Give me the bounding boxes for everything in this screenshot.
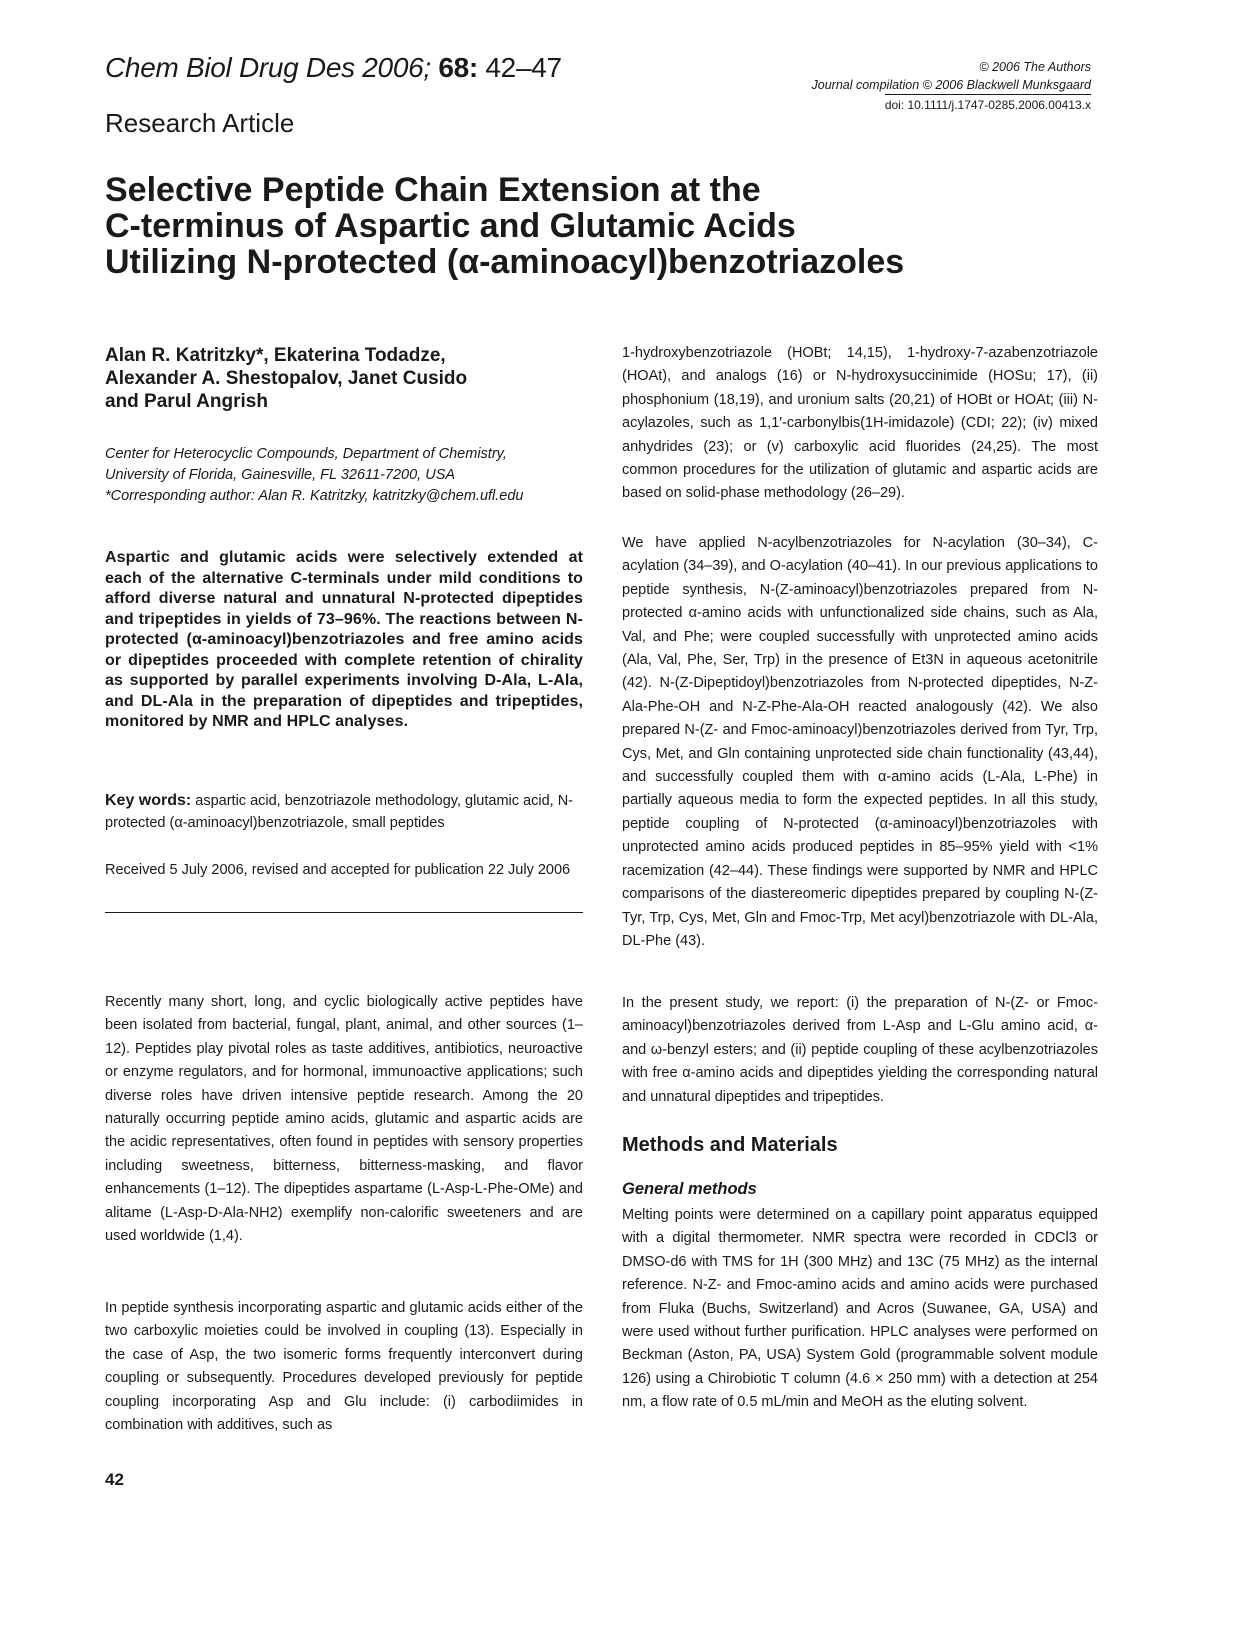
authors-line-2: Alexander A. Shestopalov, Janet Cusido xyxy=(105,368,468,389)
page-number: 42 xyxy=(105,1470,124,1489)
methods-paragraph: Melting points were determined on a capillary point apparatus equipped with a digital thermometer. NMR spectra were recorded in CDCl3 or DMSO-d6 with TMS for 1H (300 MHz) and 13C (75 MHz) as the internal reference. N-Z- and Fmoc-amino acids and amino acids were purchased from Fluka (Buchs, Switzerland) and Acros (Suwanee, GA, USA) and were used without further purification. HPLC analyses were performed on Beckman (Aston, PA, USA) System Gold (programmable solvent module 126) using a Chirobiotic T column (4.6 × 250 mm) with a detection at 254 nm, a flow rate of 0.5 mL/min and MeOH as the eluting solvent. xyxy=(622,1207,1098,1411)
copyright-authors: © 2006 The Authors xyxy=(979,60,1091,74)
abstract: Aspartic and glutamic acids were selectively extended at each of the alternative C-terminals under mild conditions to afford diverse natural and unnatural N-protected dipeptides and tripeptides in yields of 73–96%. The reactions between N-protected (α-aminoacyl)benzotriazoles and free amino acids or dipeptides proceeded with complete retention of chirality as supported by parallel experiments involving D-Ala, L-Ala, and DL-Ala in the preparation of dipeptides and tripeptides, monitored by NMR and HPLC analyses. xyxy=(105,549,583,730)
journal-citation xyxy=(105,52,562,84)
journal-pages: 42–47 xyxy=(485,52,562,83)
intro-paragraph-1: Recently many short, long, and cyclic biologically active peptides have been isolated from bacterial, fungal, plant, animal, and other sources (1–12). Peptides play pivotal roles as taste additives, antibiotics, neuroactive or enzyme regulators, and for hormonal, immunoactive applications; such diverse roles have driven intensive peptide research. Among the 20 naturally occurring peptide amino acids, glutamic and aspartic acids are the acidic representatives, often found in peptides with sensory properties including sweetness, bitterness, bitterness-masking, and flavor enhancements (1–12). The dipeptides aspartame (L-Asp-L-Phe-OMe) and alitame (L-Asp-D-Ala-NH2) exemplify non-calorific sweeteners and are used worldwide (1,4). xyxy=(105,994,583,1245)
journal-volume: 68: xyxy=(438,52,478,83)
title-line-1: Selective Peptide Chain Extension at the xyxy=(105,171,761,209)
doi: doi: 10.1111/j.1747-0285.2006.00413.x xyxy=(885,94,1091,114)
corresponding-author: *Corresponding author: Alan R. Katritzky, katritzky@chem.ufl.edu xyxy=(105,488,524,504)
intro-paragraph-3: 1-hydroxybenzotriazole (HOBt; 14,15), 1-hydroxy-7-azabenzotriazole (HOAt), and analogs (16) or N-hydroxysuccinimide (HOSu; 17), (ii) phosphonium (18,19), and uronium salts (20,21) of HOBt or HOAt; (iii) N-acylazoles, such as 1,1′-carbonylbis(1H-imidazole) (CDI; 22); (iv) mixed anhydrides (23); or (v) carboxylic acid fluorides (24,25). The most common procedures for the utilization of glutamic and aspartic acids are based on solid-phase methodology (26–29). xyxy=(622,345,1098,502)
keywords xyxy=(105,790,583,834)
article-title xyxy=(105,172,1115,280)
copyright-journal: Journal compilation © 2006 Blackwell Munksgaard xyxy=(811,78,1091,92)
received-dates: Received 5 July 2006, revised and accepted for publication 22 July 2006 xyxy=(105,862,571,878)
intro-paragraph-5: In the present study, we report: (i) the preparation of N-(Z- or Fmoc-aminoacyl)benzotriazoles derived from L-Asp and L-Glu amino acid, α- and ω-benzyl esters; and (ii) peptide coupling of these acylbenzotriazoles with free α-amino acids and dipeptides yielding the corresponding natural and unnatural dipeptides and tripeptides. xyxy=(622,995,1098,1105)
title-line-3: Utilizing N-protected (α-aminoacyl)benzotriazoles xyxy=(105,243,905,281)
intro-paragraph-2: In peptide synthesis incorporating aspartic and glutamic acids either of the two carboxylic moieties could be involved in coupling (13). Especially in the case of Asp, the two isomeric forms frequently interconvert during coupling or subsequently. Procedures developed previously for peptide coupling incorporating Asp and Glu include: (i) carbodiimides in combination with additives, such as xyxy=(105,1300,583,1434)
journal-name: Chem Biol Drug Des 2006; xyxy=(105,52,431,83)
affiliation-line-1: Center for Heterocyclic Compounds, Department of Chemistry, xyxy=(105,446,507,462)
affiliation-line-2: University of Florida, Gainesville, FL 32611-7200, USA xyxy=(105,467,456,483)
copyright-block xyxy=(812,58,1092,114)
keywords-label: Key words: xyxy=(105,792,192,809)
subsection-heading-general: General methods xyxy=(622,1180,757,1198)
title-line-2: C-terminus of Aspartic and Glutamic Acids xyxy=(105,207,796,245)
article-type: Research Article xyxy=(105,108,295,138)
affiliation xyxy=(105,444,583,507)
author-list xyxy=(105,344,583,413)
keywords-text: aspartic acid, benzotriazole methodology, glutamic acid, N-protected (α-aminoacyl)benzotriazole, small peptides xyxy=(105,793,574,831)
divider xyxy=(105,912,583,913)
section-heading-methods: Methods and Materials xyxy=(622,1134,838,1156)
authors-line-1: Alan R. Katritzky*, Ekaterina Todadze, xyxy=(105,345,446,366)
intro-paragraph-4: We have applied N-acylbenzotriazoles for N-acylation (30–34), C-acylation (34–39), and O-acylation (40–41). In our previous applications to peptide synthesis, N-(Z-aminoacyl)benzotriazoles prepared from N-protected α-amino acids with unfunctionalized side chains, such as Ala, Val, and Phe; were coupled successfully with unprotected amino acids (Ala, Val, Phe, Ser, Trp) in the presence of Et3N in aqueous acetonitrile (42). N-(Z-Dipeptidoyl)benzotriazoles from N-protected dipeptides, N-Z-Ala-Phe-OH and N-Z-Phe-Ala-OH reacted analogously (42). We also prepared N-(Z- and Fmoc-aminoacyl)benzotriazoles derived from Tyr, Trp, Cys, Met, and Gln containing unprotected side chain functionality (43,44), and successfully coupled them with α-amino acids (L-Ala, L-Phe) in partially aqueous media to form the expected peptides. In all this study, peptide coupling of N-protected (α-aminoacyl)benzotriazoles with unprotected amino acids produced peptides in 85–95% yield with <1% racemization (42–44). These findings were supported by NMR and HPLC comparisons of the diastereomeric dipeptides prepared by coupling N-(Z-Tyr, Trp, Cys, Met, Gln and Fmoc-Trp, Met acyl)benzotriazole with DL-Ala, DL-Phe (43). xyxy=(622,535,1098,949)
authors-line-3: and Parul Angrish xyxy=(105,391,268,412)
